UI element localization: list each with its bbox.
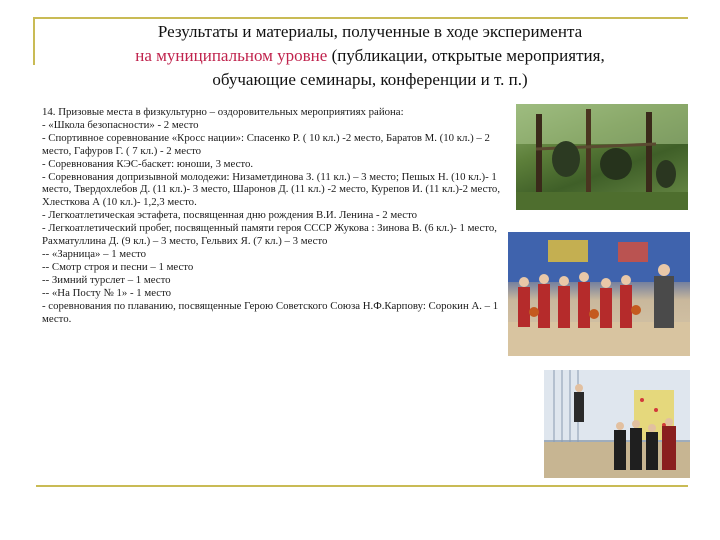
slide-title	[60, 20, 680, 92]
list-item: - Легкоатлетический пробег, посвященный памяти героя СССР Жукова : Зинова В. (6 кл.)- 1 место, Рахматуллина Д. (9 кл.) – 3 место, Гельвих Я. (7 кл.) – 3 место	[42, 222, 497, 248]
title-line-3: обучающие семинары, конференции и т. п.)	[212, 70, 528, 89]
list-item: - Соревнования КЭС-баскет: юноши, 3 место.	[42, 157, 254, 170]
list-item: -- Зимний турслет – 1 место	[42, 273, 171, 286]
title-accent: на муниципальном уровне	[135, 46, 328, 65]
list-item: - Соревнования допризывной молодежи: Низаметдинова З. (11 кл.) – 3 место; Пешых Н. (10 кл.)- 1 место, Твердохлебов Д. (11 кл.)- 3 место, Шаронов Д. (11 кл.) -2 место, Курепов И. (11 кл.)-2 место, Хлесткова А (10 кл.)- 1,2,3 место.	[42, 170, 501, 209]
achievements-list	[42, 106, 502, 325]
title-line-2-rest: (публикации, открытые мероприятия,	[327, 46, 605, 65]
gym-photo-illustration	[508, 232, 690, 356]
title-line-2	[60, 44, 680, 68]
title-line-1: Результаты и материалы, полученные в ходе эксперимента	[157, 22, 583, 41]
bottom-rule	[36, 485, 688, 487]
list-item: - Спортивное соревнование «Кросс нации»: Спасенко Р. ( 10 кл.) -2 место, Баратов М. (10 кл.) – 2 место, Гафуров Г. ( 7 кл.) - 2 место	[42, 131, 490, 157]
outdoor-obstacle-course-photo	[516, 104, 688, 210]
list-item: -- «Зарница» – 1 место	[42, 247, 146, 260]
outdoor-photo-illustration	[516, 104, 688, 210]
left-rule	[33, 17, 35, 65]
gym-basketball-team-photo	[508, 232, 690, 356]
list-item: - соревнования по плаванию, посвященные Герою Советского Союза Н.Ф.Карпову: Сорокин А. – 1 место.	[42, 299, 499, 325]
gym-climbing-wall-photo	[544, 370, 690, 478]
list-item: - «Школа безопасности» - 2 место	[42, 118, 199, 131]
top-rule	[33, 17, 688, 19]
climbing-photo-illustration	[544, 370, 690, 478]
list-item: -- Смотр строя и песни – 1 место	[42, 260, 194, 273]
list-item: 14. Призовые места в физкультурно – оздоровительных мероприятиях района:	[42, 106, 404, 118]
list-item: - Легкоатлетическая эстафета, посвященная дню рождения В.И. Ленина - 2 место	[42, 209, 418, 222]
list-item: -- «На Посту № 1» - 1 место	[42, 286, 172, 299]
